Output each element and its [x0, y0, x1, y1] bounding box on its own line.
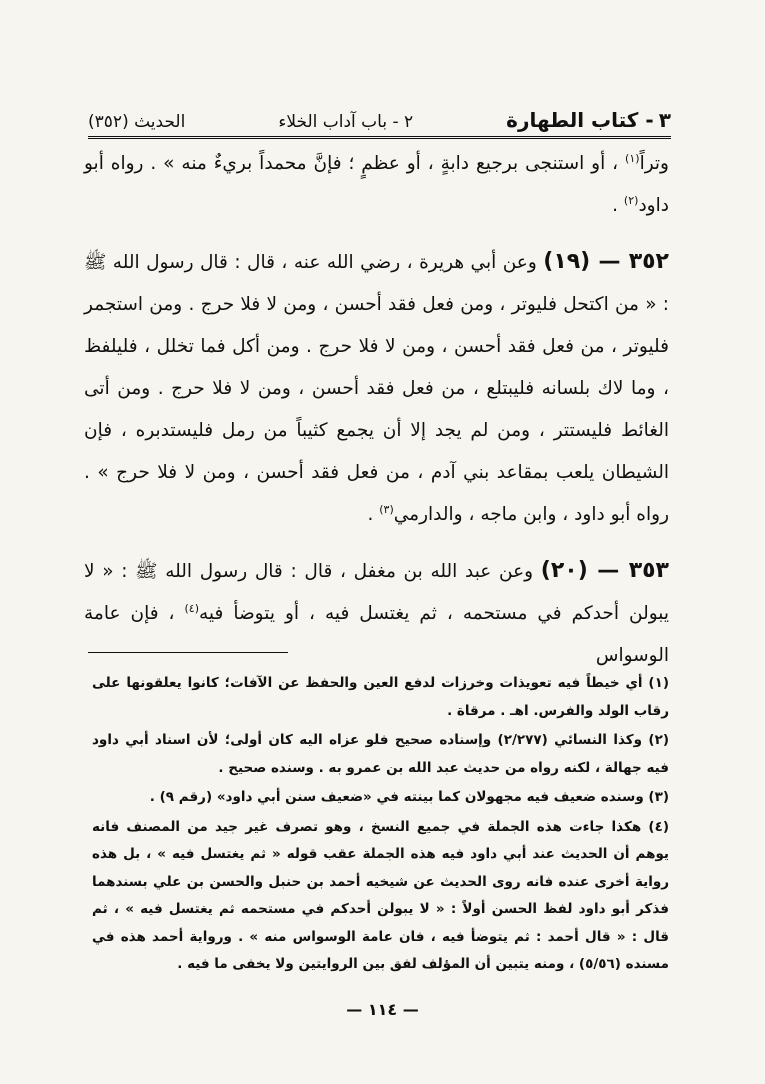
paragraph-text: . [367, 504, 374, 525]
paragraph-text: وعن عبد الله بن مغفل ، قال : قال رسول الله ﷺ : « لا يبولن أحدكم في مستحمه ، ثم يغتسل فيه ، أو يتوضأ فيه [84, 561, 669, 624]
page-header [88, 88, 671, 139]
footnote: (٢) وكذا النسائي (٢/٢٧٧) وإسناده صحيح فلو عزاه اليه كان أولى؛ لأن اسناد أبي داود فيه جهالة ، لكنه رواه من حديث عبد الله بن عمرو به . وسنده صحيح . [92, 732, 669, 776]
footnote-marker: (٣) [379, 502, 394, 516]
main-text [84, 142, 669, 691]
footnote: (١) أي خيطاً فيه تعويذات وخرزات لدفع العين والحفظ عن الآفات؛ كانوا يعلقونها على رقاب الولد والفرس. اهـ . مرقاة . [92, 675, 669, 719]
footnotes [92, 670, 669, 981]
paragraph-text: وعن أبي هريرة ، رضي الله عنه ، قال : قال رسول الله ﷺ : « من اكتحل فليوتر ، ومن فعل فقد أحسن ، ومن لا فلا حرج . ومن استجمر فليوتر ، من فعل فقد أحسن ، ومن لا فلا حرج . ومن أكل فما تخلل ، فليلفظ ، وما لاك بلسانه فليبتلع ، من فعل فقد أحسن ، ومن لا فلا حرج . ومن أتى الغائط فليستتر ، ومن لم يجد إلا أن يجمع كثيباً من رمل فليستدبره ، فإن الشيطان يلعب بمقاعد بني آدم ، من فعل فقد أحسن ، ومن لا فلا حرج » . رواه أبو داود ، وابن ماجه ، والدارمي [84, 252, 669, 525]
paragraph [84, 550, 669, 677]
book-number: ٣ [658, 108, 671, 132]
paragraph [84, 142, 669, 227]
paragraph-text: . [612, 195, 619, 216]
footnote-marker: (١) [625, 151, 640, 165]
hadith-reference: الحديث (٣٥٢) [88, 112, 186, 132]
hadith-number: ٣٥٢ — (١٩) [543, 249, 669, 274]
footnote: (٣) وسنده ضعيف فيه مجهولان كما بينته في «ضعيف سنن أبي داود» (رقم ٩) . [149, 789, 669, 805]
footnote-marker: (٢) [623, 193, 639, 207]
hadith-number: ٣٥٣ — (٢٠) [540, 558, 669, 583]
paragraph [84, 241, 669, 536]
book-title-block [506, 108, 671, 132]
paragraph-text: ، فإن عامة الوسواس [84, 603, 669, 666]
paragraph-text: ، أو استنجى برجيع دابةٍ ، أو عظمٍ ؛ فإنَّ محمداً بريءٌ منه » . رواه أبو داود [84, 153, 669, 216]
chapter-title: ٢ - باب آداب الخلاء [278, 112, 414, 132]
footnote-marker: (٤) [184, 601, 200, 615]
book-title: - كتاب الطهارة [506, 108, 654, 132]
footnote: (٤) هكذا جاءت هذه الجملة في جميع النسخ ، وهو تصرف غير جيد من المصنف فانه يوهم أن الحديث عند أبي داود فيه هذه الجملة عقب قوله « ثم يغتسل فيه » ، بل هذه رواية أخرى عنده فانه روى الحديث عن شيخيه أحمد بن حنبل والحسن بن علي بسندهما فذكر أبو داود لفظ الحسن أولاً : « لا يبولن أحدكم في مستحمه ثم يغتسل فيه » ، ثم قال : « قال أحمد : ثم يتوضأ فيه ، فان عامة الوسواس منه » . ورواية أحمد هذه في مسنده (٥/٥٦) ، ومنه يتبين أن المؤلف لفق بين الروايتين ولا يخفى ما فيه . [92, 818, 669, 972]
footnote-divider [88, 652, 288, 653]
page-number: — ١١٤ — [346, 1000, 419, 1019]
paragraph-text: وتراً [639, 153, 669, 174]
